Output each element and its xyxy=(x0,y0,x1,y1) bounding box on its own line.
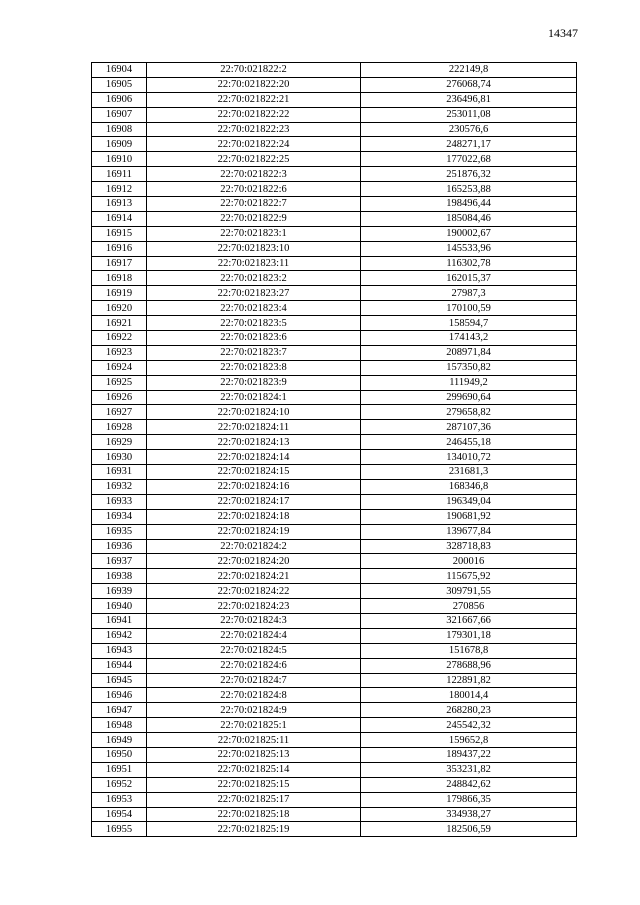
cadastral-value-cell: 253011,08 xyxy=(361,107,577,122)
cadastral-value-cell: 168346,8 xyxy=(361,479,577,494)
cadastral-value-cell: 321667,66 xyxy=(361,613,577,628)
table-row xyxy=(92,226,577,241)
table-row xyxy=(92,494,577,509)
row-number-cell: 16909 xyxy=(92,137,147,152)
table-row xyxy=(92,390,577,405)
table-row xyxy=(92,256,577,271)
cadastral-value-cell: 251876,32 xyxy=(361,167,577,182)
row-number-cell: 16949 xyxy=(92,733,147,748)
table-row xyxy=(92,733,577,748)
cadastral-number-cell: 22:70:021825:19 xyxy=(147,822,361,837)
cadastral-number-cell: 22:70:021823:5 xyxy=(147,316,361,331)
table-row xyxy=(92,360,577,375)
table-row xyxy=(92,479,577,494)
cadastral-number-cell: 22:70:021824:8 xyxy=(147,688,361,703)
row-number-cell: 16908 xyxy=(92,122,147,137)
table-row xyxy=(92,509,577,524)
cadastral-value-cell: 245542,32 xyxy=(361,718,577,733)
table-row xyxy=(92,286,577,301)
row-number-cell: 16913 xyxy=(92,197,147,212)
cadastral-value-cell: 165253,88 xyxy=(361,182,577,197)
cadastral-number-cell: 22:70:021825:1 xyxy=(147,718,361,733)
cadastral-value-cell: 122891,82 xyxy=(361,673,577,688)
cadastral-number-cell: 22:70:021822:9 xyxy=(147,211,361,226)
cadastral-value-cell: 236496,81 xyxy=(361,92,577,107)
cadastral-value-cell: 177022,68 xyxy=(361,152,577,167)
cadastral-number-cell: 22:70:021824:15 xyxy=(147,465,361,480)
cadastral-number-cell: 22:70:021824:7 xyxy=(147,673,361,688)
cadastral-value-cell: 334938,27 xyxy=(361,807,577,822)
row-number-cell: 16914 xyxy=(92,211,147,226)
table-row xyxy=(92,822,577,837)
table-row xyxy=(92,375,577,390)
row-number-cell: 16942 xyxy=(92,628,147,643)
table-row xyxy=(92,524,577,539)
row-number-cell: 16924 xyxy=(92,360,147,375)
cadastral-value-cell: 157350,82 xyxy=(361,360,577,375)
cadastral-number-cell: 22:70:021824:6 xyxy=(147,658,361,673)
cadastral-number-cell: 22:70:021822:2 xyxy=(147,63,361,78)
row-number-cell: 16931 xyxy=(92,465,147,480)
cadastral-number-cell: 22:70:021824:14 xyxy=(147,450,361,465)
row-number-cell: 16925 xyxy=(92,375,147,390)
row-number-cell: 16911 xyxy=(92,167,147,182)
cadastral-number-cell: 22:70:021825:14 xyxy=(147,762,361,777)
row-number-cell: 16950 xyxy=(92,747,147,762)
cadastral-value-cell: 278688,96 xyxy=(361,658,577,673)
cadastral-number-cell: 22:70:021825:18 xyxy=(147,807,361,822)
table-row xyxy=(92,539,577,554)
cadastral-value-cell: 208971,84 xyxy=(361,345,577,360)
cadastral-number-cell: 22:70:021823:4 xyxy=(147,301,361,316)
table-row xyxy=(92,152,577,167)
table-row xyxy=(92,673,577,688)
table-row xyxy=(92,554,577,569)
cadastral-value-cell: 159652,8 xyxy=(361,733,577,748)
row-number-cell: 16934 xyxy=(92,509,147,524)
row-number-cell: 16951 xyxy=(92,762,147,777)
cadastral-number-cell: 22:70:021823:27 xyxy=(147,286,361,301)
cadastral-value-cell: 111949,2 xyxy=(361,375,577,390)
row-number-cell: 16953 xyxy=(92,792,147,807)
row-number-cell: 16922 xyxy=(92,331,147,346)
cadastral-value-cell: 276068,74 xyxy=(361,77,577,92)
row-number-cell: 16947 xyxy=(92,703,147,718)
row-number-cell: 16945 xyxy=(92,673,147,688)
row-number-cell: 16929 xyxy=(92,435,147,450)
cadastral-number-cell: 22:70:021822:23 xyxy=(147,122,361,137)
row-number-cell: 16936 xyxy=(92,539,147,554)
table-row xyxy=(92,435,577,450)
cadastral-value-cell: 246455,18 xyxy=(361,435,577,450)
row-number-cell: 16943 xyxy=(92,643,147,658)
cadastral-value-cell: 196349,04 xyxy=(361,494,577,509)
table-row xyxy=(92,211,577,226)
cadastral-value-cell: 279658,82 xyxy=(361,405,577,420)
table-row xyxy=(92,703,577,718)
table-row xyxy=(92,241,577,256)
cadastral-number-cell: 22:70:021824:2 xyxy=(147,539,361,554)
table-row xyxy=(92,345,577,360)
cadastral-number-cell: 22:70:021823:8 xyxy=(147,360,361,375)
row-number-cell: 16904 xyxy=(92,63,147,78)
row-number-cell: 16926 xyxy=(92,390,147,405)
page-number: 14347 xyxy=(548,26,578,40)
row-number-cell: 16921 xyxy=(92,316,147,331)
row-number-cell: 16905 xyxy=(92,77,147,92)
table-row xyxy=(92,569,577,584)
cadastral-number-cell: 22:70:021824:18 xyxy=(147,509,361,524)
row-number-cell: 16944 xyxy=(92,658,147,673)
row-number-cell: 16940 xyxy=(92,599,147,614)
cadastral-number-cell: 22:70:021824:20 xyxy=(147,554,361,569)
row-number-cell: 16918 xyxy=(92,271,147,286)
cadastral-value-cell: 116302,78 xyxy=(361,256,577,271)
cadastral-number-cell: 22:70:021822:24 xyxy=(147,137,361,152)
table-row xyxy=(92,137,577,152)
cadastral-number-cell: 22:70:021824:1 xyxy=(147,390,361,405)
table-row xyxy=(92,271,577,286)
row-number-cell: 16954 xyxy=(92,807,147,822)
cadastral-value-cell: 190002,67 xyxy=(361,226,577,241)
cadastral-value-cell: 27987,3 xyxy=(361,286,577,301)
table-row xyxy=(92,688,577,703)
table-row xyxy=(92,331,577,346)
row-number-cell: 16916 xyxy=(92,241,147,256)
cadastral-number-cell: 22:70:021824:16 xyxy=(147,479,361,494)
table-row xyxy=(92,107,577,122)
cadastral-number-cell: 22:70:021824:13 xyxy=(147,435,361,450)
row-number-cell: 16941 xyxy=(92,613,147,628)
cadastral-number-cell: 22:70:021824:19 xyxy=(147,524,361,539)
cadastral-value-cell: 248842,62 xyxy=(361,777,577,792)
cadastral-number-cell: 22:70:021822:22 xyxy=(147,107,361,122)
cadastral-number-cell: 22:70:021824:9 xyxy=(147,703,361,718)
table-row xyxy=(92,658,577,673)
table-body xyxy=(92,63,577,837)
cadastral-value-cell: 353231,82 xyxy=(361,762,577,777)
row-number-cell: 16915 xyxy=(92,226,147,241)
row-number-cell: 16955 xyxy=(92,822,147,837)
row-number-cell: 16907 xyxy=(92,107,147,122)
row-number-cell: 16939 xyxy=(92,584,147,599)
cadastral-number-cell: 22:70:021823:6 xyxy=(147,331,361,346)
row-number-cell: 16946 xyxy=(92,688,147,703)
cadastral-number-cell: 22:70:021822:25 xyxy=(147,152,361,167)
cadastral-value-cell: 139677,84 xyxy=(361,524,577,539)
table-row xyxy=(92,420,577,435)
cadastral-value-cell: 158594,7 xyxy=(361,316,577,331)
cadastral-value-cell: 134010,72 xyxy=(361,450,577,465)
cadastral-number-cell: 22:70:021822:6 xyxy=(147,182,361,197)
table-row xyxy=(92,807,577,822)
cadastral-value-cell: 179866,35 xyxy=(361,792,577,807)
cadastral-value-cell: 248271,17 xyxy=(361,137,577,152)
cadastral-value-cell: 145533,96 xyxy=(361,241,577,256)
table-row xyxy=(92,613,577,628)
table-row xyxy=(92,599,577,614)
cadastral-value-cell: 189437,22 xyxy=(361,747,577,762)
cadastral-value-cell: 180014,4 xyxy=(361,688,577,703)
row-number-cell: 16935 xyxy=(92,524,147,539)
row-number-cell: 16910 xyxy=(92,152,147,167)
cadastral-number-cell: 22:70:021824:23 xyxy=(147,599,361,614)
table-row xyxy=(92,122,577,137)
cadastral-value-cell: 174143,2 xyxy=(361,331,577,346)
row-number-cell: 16912 xyxy=(92,182,147,197)
cadastral-value-cell: 185084,46 xyxy=(361,211,577,226)
table-row xyxy=(92,405,577,420)
table-row xyxy=(92,450,577,465)
cadastral-value-cell: 198496,44 xyxy=(361,197,577,212)
cadastral-number-cell: 22:70:021825:11 xyxy=(147,733,361,748)
cadastral-value-cell: 190681,92 xyxy=(361,509,577,524)
row-number-cell: 16933 xyxy=(92,494,147,509)
table-row xyxy=(92,628,577,643)
cadastral-number-cell: 22:70:021822:20 xyxy=(147,77,361,92)
row-number-cell: 16938 xyxy=(92,569,147,584)
row-number-cell: 16937 xyxy=(92,554,147,569)
cadastral-number-cell: 22:70:021822:21 xyxy=(147,92,361,107)
cadastral-number-cell: 22:70:021824:10 xyxy=(147,405,361,420)
cadastral-value-cell: 179301,18 xyxy=(361,628,577,643)
cadastral-value-cell: 299690,64 xyxy=(361,390,577,405)
cadastral-value-cell: 231681,3 xyxy=(361,465,577,480)
cadastral-value-cell: 170100,59 xyxy=(361,301,577,316)
table-row xyxy=(92,316,577,331)
cadastral-number-cell: 22:70:021823:9 xyxy=(147,375,361,390)
cadastral-value-cell: 151678,8 xyxy=(361,643,577,658)
table-row xyxy=(92,92,577,107)
cadastral-number-cell: 22:70:021824:22 xyxy=(147,584,361,599)
row-number-cell: 16948 xyxy=(92,718,147,733)
cadastral-number-cell: 22:70:021824:3 xyxy=(147,613,361,628)
table-row xyxy=(92,167,577,182)
row-number-cell: 16917 xyxy=(92,256,147,271)
cadastral-value-cell: 115675,92 xyxy=(361,569,577,584)
table-row xyxy=(92,777,577,792)
cadastral-number-cell: 22:70:021825:17 xyxy=(147,792,361,807)
table-row xyxy=(92,465,577,480)
table-row xyxy=(92,792,577,807)
table-row xyxy=(92,77,577,92)
row-number-cell: 16932 xyxy=(92,479,147,494)
cadastral-number-cell: 22:70:021822:3 xyxy=(147,167,361,182)
cadastral-number-cell: 22:70:021823:7 xyxy=(147,345,361,360)
row-number-cell: 16919 xyxy=(92,286,147,301)
table-row xyxy=(92,747,577,762)
row-number-cell: 16930 xyxy=(92,450,147,465)
cadastral-number-cell: 22:70:021824:11 xyxy=(147,420,361,435)
table-row xyxy=(92,182,577,197)
row-number-cell: 16928 xyxy=(92,420,147,435)
row-number-cell: 16923 xyxy=(92,345,147,360)
row-number-cell: 16952 xyxy=(92,777,147,792)
table-row xyxy=(92,584,577,599)
cadastral-number-cell: 22:70:021824:17 xyxy=(147,494,361,509)
table-row xyxy=(92,63,577,78)
cadastral-value-cell: 182506,59 xyxy=(361,822,577,837)
cadastral-value-cell: 230576,6 xyxy=(361,122,577,137)
row-number-cell: 16906 xyxy=(92,92,147,107)
cadastral-number-cell: 22:70:021823:10 xyxy=(147,241,361,256)
cadastral-number-cell: 22:70:021823:2 xyxy=(147,271,361,286)
cadastral-value-cell: 328718,83 xyxy=(361,539,577,554)
table-row xyxy=(92,762,577,777)
cadastral-value-cell: 287107,36 xyxy=(361,420,577,435)
table-row xyxy=(92,718,577,733)
cadastral-number-cell: 22:70:021822:7 xyxy=(147,197,361,212)
cadastral-number-cell: 22:70:021824:21 xyxy=(147,569,361,584)
row-number-cell: 16920 xyxy=(92,301,147,316)
cadastral-value-cell: 222149,8 xyxy=(361,63,577,78)
cadastral-value-cell: 309791,55 xyxy=(361,584,577,599)
cadastral-value-cell: 270856 xyxy=(361,599,577,614)
table-row xyxy=(92,643,577,658)
cadastral-number-cell: 22:70:021825:15 xyxy=(147,777,361,792)
row-number-cell: 16927 xyxy=(92,405,147,420)
cadastral-number-cell: 22:70:021825:13 xyxy=(147,747,361,762)
cadastral-number-cell: 22:70:021823:11 xyxy=(147,256,361,271)
cadastral-value-cell: 162015,37 xyxy=(361,271,577,286)
cadastral-value-table xyxy=(91,62,577,837)
cadastral-number-cell: 22:70:021824:4 xyxy=(147,628,361,643)
cadastral-number-cell: 22:70:021824:5 xyxy=(147,643,361,658)
cadastral-value-cell: 200016 xyxy=(361,554,577,569)
cadastral-value-cell: 268280,23 xyxy=(361,703,577,718)
table-row xyxy=(92,197,577,212)
table-row xyxy=(92,301,577,316)
cadastral-number-cell: 22:70:021823:1 xyxy=(147,226,361,241)
